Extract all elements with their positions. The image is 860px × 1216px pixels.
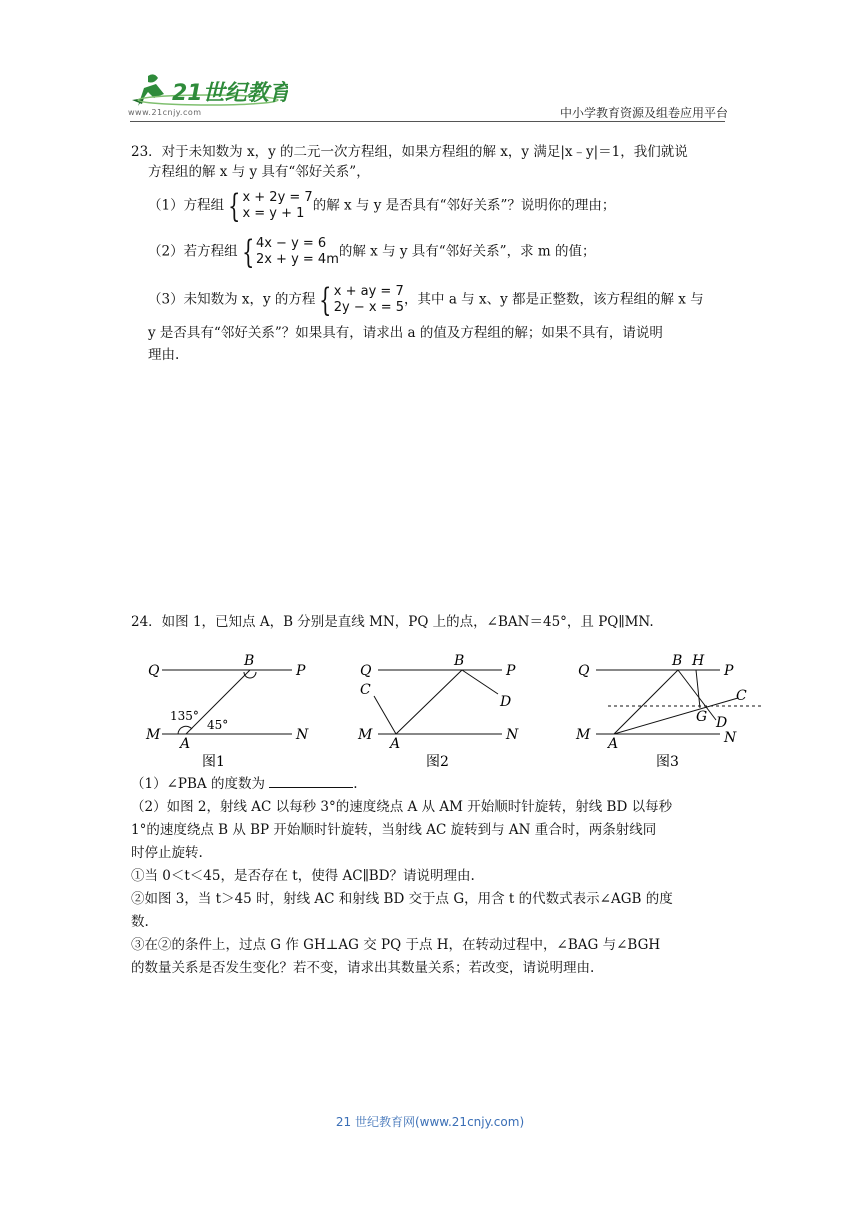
fig3-label-g: G xyxy=(696,709,708,725)
p1-eq1: x + 2y = 7 xyxy=(242,190,313,205)
fig3-label-n: N xyxy=(724,730,737,746)
q23-line1: 23．对于未知数为 x，y 的二元一次方程组，如果方程组的解 x，y 满足|x﹣y|＝1，我们就说 xyxy=(131,144,688,160)
logo-text: 21世纪教育 xyxy=(172,81,288,106)
figure-1 xyxy=(140,650,330,775)
fig2-label-c: C xyxy=(360,682,371,698)
fig1-label-n: N xyxy=(296,727,309,743)
fig3-label-c: C xyxy=(736,688,747,704)
fig2-label-q: Q xyxy=(360,663,372,679)
figure-2 xyxy=(350,650,540,775)
q23-p2-suffix: 的解 x 与 y 具有“邻好关系”，求 m 的值； xyxy=(338,243,596,260)
fig3-caption: 图3 xyxy=(656,754,679,770)
q24-sub2-line1: ②如图 3，当 t＞45 时，射线 AC 和射线 BD 交于点 G，用含 t 的代数式表示∠AGB 的度 xyxy=(131,891,673,907)
q24-sub2-line2: 数. xyxy=(131,914,149,930)
q24-sub3-line2: 的数量关系是否发生变化？若不变，请求出其数量关系；若改变，请说明理由. xyxy=(131,960,595,976)
fig1-label-p: P xyxy=(296,663,306,679)
q23-part1 xyxy=(148,187,616,225)
fig1-label-q: Q xyxy=(148,663,160,679)
q23-p3-prefix: （3）未知数为 x，y 的方程 xyxy=(148,291,316,308)
q23-p3-line3: 理由. xyxy=(148,347,180,363)
answer-blank[interactable] xyxy=(269,773,353,788)
equation-system-3: { x + ay = 7 2y − x = 5 xyxy=(319,281,405,319)
platform-title: 中小学教育资源及组卷应用平台 xyxy=(559,106,728,120)
fig3-label-a: A xyxy=(608,736,619,752)
logo-site: www.21cnjy.com xyxy=(128,108,202,117)
q24-p1-end: . xyxy=(353,776,358,792)
footer-link[interactable]: 21 世纪教育网(www.21cnjy.com) xyxy=(335,1115,525,1129)
p3-eq1: x + ay = 7 xyxy=(333,284,404,299)
fig1-angle-135: 135° xyxy=(170,709,199,723)
fig2-label-m: M xyxy=(358,727,373,743)
q23-p3-suffix: ，其中 a 与 x、y 都是正整数，该方程组的解 x 与 xyxy=(404,291,704,308)
fig1-label-m: M xyxy=(146,727,161,743)
q24-part1 xyxy=(131,773,358,794)
fig3-segment-gh xyxy=(696,670,700,708)
fig2-label-d: D xyxy=(500,694,512,710)
q24-p1-text: （1）∠PBA 的度数为 xyxy=(131,776,265,792)
fig1-caption: 图1 xyxy=(202,754,225,770)
fig2-label-b: B xyxy=(454,653,465,669)
q23-p3-line2: y 是否具有“邻好关系”？如果具有，请求出 a 的值及方程组的解；如果不具有，请说明 xyxy=(148,325,663,341)
q24-p2-line1: （2）如图 2，射线 AC 以每秒 3°的速度绕点 A 从 AM 开始顺时针旋转，射线 BD 以每秒 xyxy=(131,799,673,815)
fig2-label-p: P xyxy=(506,663,516,679)
fig1-label-b: B xyxy=(244,653,255,669)
q23-p1-suffix: 的解 x 与 y 是否具有“邻好关系”？说明你的理由； xyxy=(312,197,616,214)
q23-part3 xyxy=(148,281,704,319)
q23-part2 xyxy=(148,233,596,271)
fig3-label-b: B xyxy=(672,653,683,669)
fig2-ray-ac xyxy=(374,696,396,734)
header-divider xyxy=(130,121,725,122)
fig3-label-p: P xyxy=(724,663,734,679)
q24-p2-line3: 时停止旋转. xyxy=(131,845,203,861)
p2-eq1: 4x − y = 6 xyxy=(255,236,327,251)
q23-p1-prefix: （1）方程组 xyxy=(148,197,225,214)
fig3-label-q: Q xyxy=(578,663,590,679)
fig1-angle-arc-b xyxy=(244,672,256,678)
p1-eq2: x = y + 1 xyxy=(242,206,305,221)
q24-intro: 24．如图 1，已知点 A，B 分别是直线 MN，PQ 上的点，∠BAN＝45°，且 PQ∥MN. xyxy=(131,614,654,630)
q24-sub3-line1: ③在②的条件上，过点 G 作 GH⊥AG 交 PQ 于点 H，在转动过程中，∠BAG 与∠BGH xyxy=(131,937,661,953)
p2-eq2: 2x + y = 4m xyxy=(255,252,339,267)
fig2-label-a: A xyxy=(390,736,401,752)
figure-3 xyxy=(568,650,768,775)
fig3-label-d: D xyxy=(716,715,728,731)
fig2-ray-bd xyxy=(462,670,498,694)
q23-line2: 方程组的解 x 与 y 具有“邻好关系”， xyxy=(148,164,370,180)
logo-runner-icon xyxy=(128,70,288,112)
fig1-angle-45: 45° xyxy=(207,718,229,732)
p3-eq2: 2y − x = 5 xyxy=(333,300,405,315)
fig2-caption: 图2 xyxy=(426,754,449,770)
q24-p2-line2: 1°的速度绕点 B 从 BP 开始顺时针旋转，当射线 AC 旋转到与 AN 重合时，两条射线同 xyxy=(131,822,657,838)
fig2-segment-ab xyxy=(396,670,462,734)
fig2-label-n: N xyxy=(506,727,519,743)
q23-p2-prefix: （2）若方程组 xyxy=(148,243,238,260)
fig3-label-m: M xyxy=(576,727,591,743)
equation-system-2: { 4x − y = 6 2x + y = 4m xyxy=(241,233,339,271)
q24-sub1: ①当 0＜t＜45，是否存在 t，使得 AC∥BD？请说明理由. xyxy=(131,868,475,884)
equation-system-1: { x + 2y = 7 x = y + 1 xyxy=(228,187,313,225)
fig1-label-a: A xyxy=(180,736,191,752)
fig3-label-h: H xyxy=(692,653,705,669)
